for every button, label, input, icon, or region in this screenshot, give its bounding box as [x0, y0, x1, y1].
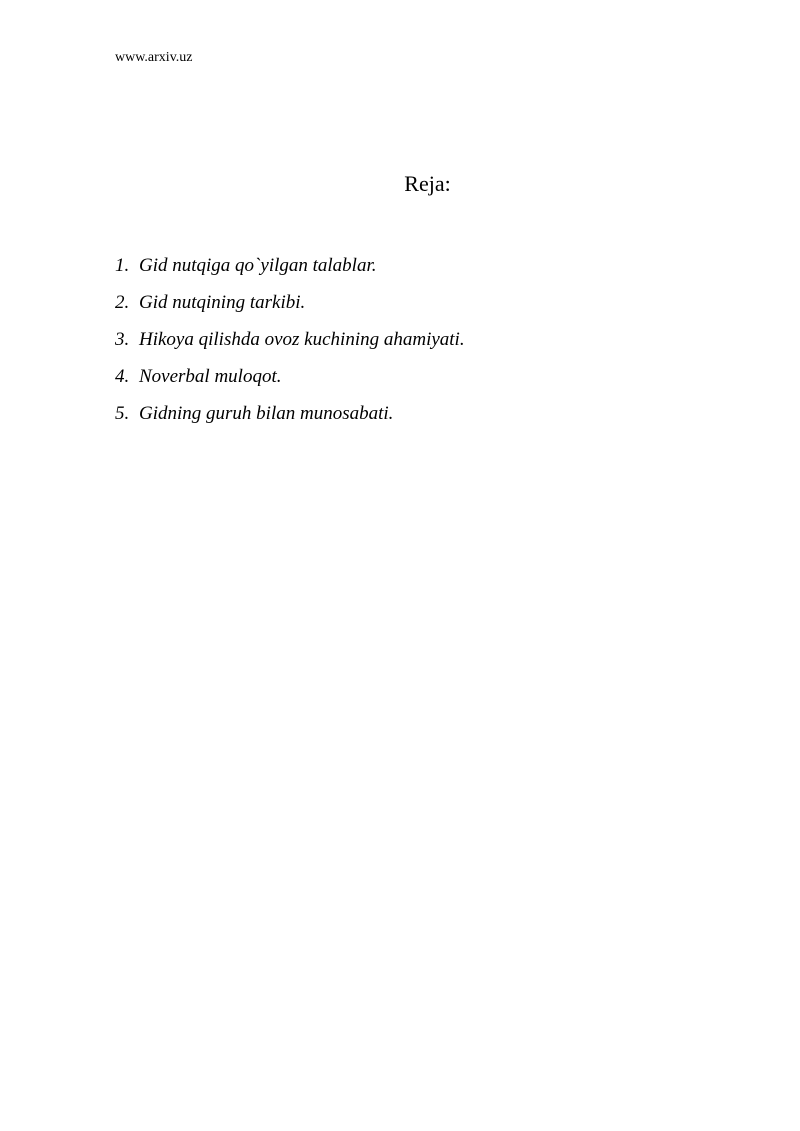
- list-item: [115, 326, 465, 363]
- page-title: Reja:: [404, 171, 451, 196]
- list-item-number: 5.: [115, 403, 130, 424]
- list-item-number: 3.: [115, 329, 130, 350]
- list-item-text: Gid nutqiga qo`yilgan talablar.: [139, 255, 377, 276]
- list-item-number: 1.: [115, 255, 130, 276]
- list-item: [115, 252, 465, 289]
- list-item: [115, 363, 465, 400]
- list-item-text: Gidning guruh bilan munosabati.: [139, 403, 394, 424]
- list-item: [115, 400, 465, 437]
- list-item-number: 2.: [115, 292, 130, 313]
- list-item-text: Noverbal muloqot.: [139, 366, 282, 387]
- list-item-text: Hikoya qilishda ovoz kuchining ahamiyati.: [139, 329, 465, 350]
- list-item-text: Gid nutqining tarkibi.: [139, 292, 306, 313]
- list-item: [115, 289, 465, 326]
- list-item-number: 4.: [115, 366, 130, 387]
- plan-list: [115, 252, 465, 437]
- header-url: www.arxiv.uz: [115, 50, 193, 65]
